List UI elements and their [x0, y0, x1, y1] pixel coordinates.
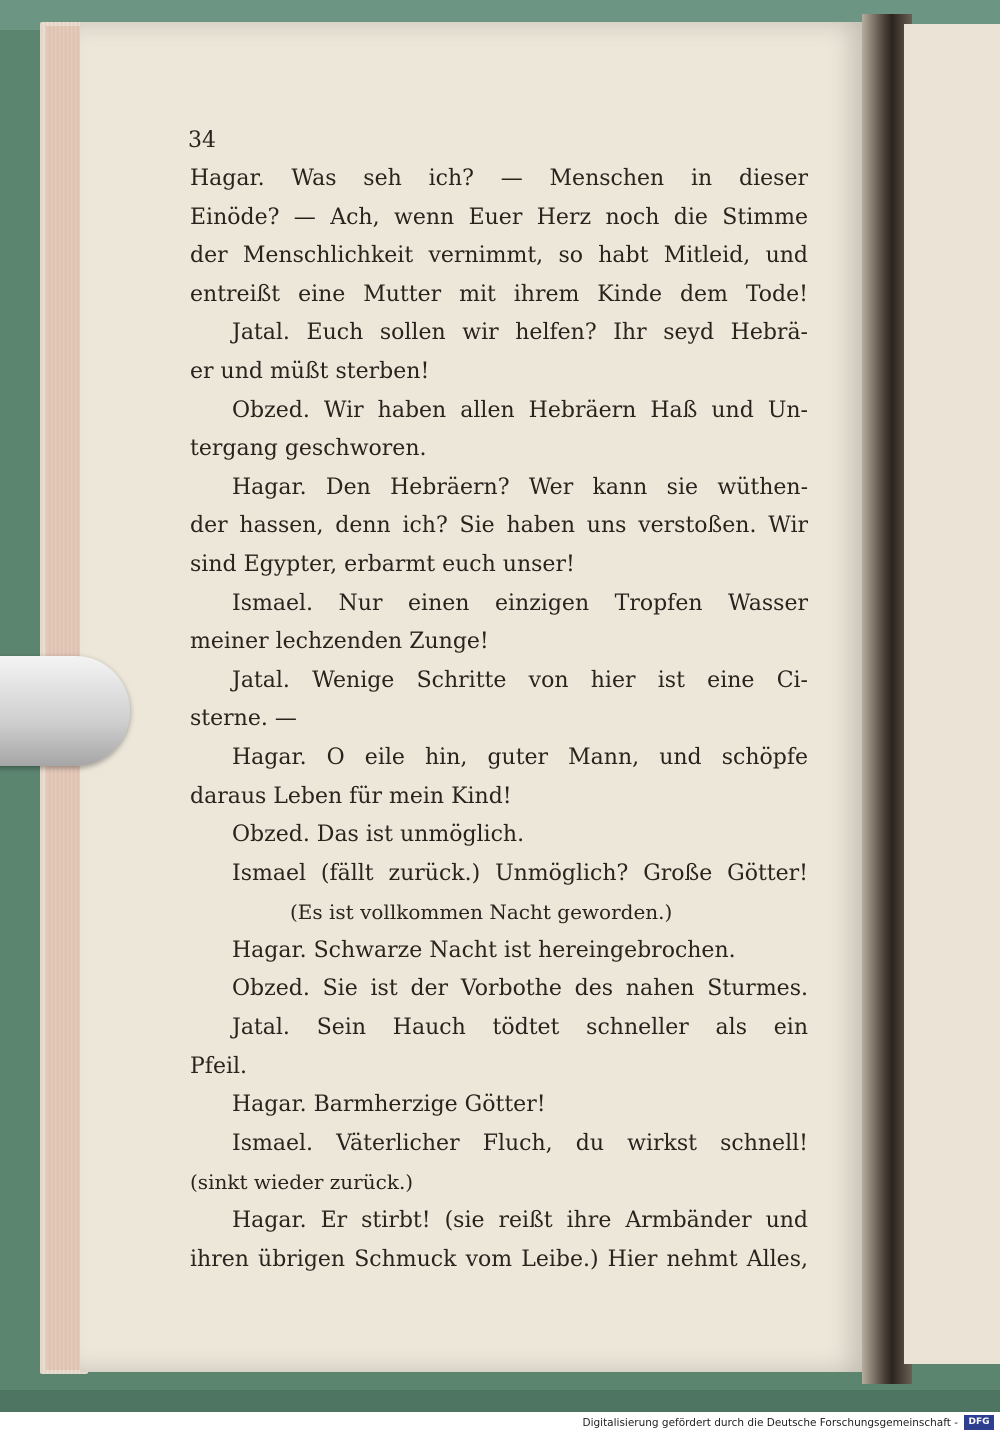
- right-page: [904, 24, 1000, 1364]
- text-line: Pfeil.: [190, 1053, 248, 1079]
- text-line: tergang geschworen.: [190, 436, 427, 462]
- text-line: Jatal. Sein Hauch tödtet schneller als ein: [232, 1015, 808, 1041]
- text-line: Hagar. Schwarze Nacht ist hereingebrochen.: [232, 937, 736, 963]
- text-line: Obzed. Wir haben allen Hebräern Haß und Un-: [232, 397, 808, 423]
- text-line: sind Egypter, erbarmt euch unser!: [190, 551, 575, 577]
- page-text: [190, 160, 808, 1279]
- text-line: daraus Leben für mein Kind!: [190, 783, 512, 809]
- text-line: Ismael. Nur einen einzigen Tropfen Wasser: [232, 590, 808, 616]
- text-line: Hagar. O eile hin, guter Mann, und schöpfe: [232, 744, 808, 770]
- dfg-logo: DFG: [964, 1415, 994, 1430]
- text-line: entreißt eine Mutter mit ihrem Kinde dem Tode!: [190, 281, 808, 307]
- text-line: Obzed. Das ist unmöglich.: [232, 822, 525, 848]
- page-holder-tab: [0, 656, 130, 766]
- text-line: Hagar. Barmherzige Götter!: [232, 1092, 546, 1118]
- stage-direction: (sinkt wieder zurück.): [190, 1170, 414, 1195]
- text-line: der Menschlichkeit vernimmt, so habt Mitleid, und: [190, 243, 808, 269]
- text-line: Hagar. Den Hebräern? Wer kann sie wüthen-: [232, 474, 808, 500]
- text-line: Jatal. Wenige Schritte von hier ist eine Ci-: [232, 667, 808, 693]
- page-number: 34: [188, 128, 216, 153]
- text-line: Ismael (fällt zurück.) Unmöglich? Große Götter!: [232, 860, 808, 886]
- footer-credit: Digitalisierung gefördert durch die Deutsche Forschungsgemeinschaft -: [582, 1417, 958, 1429]
- text-line: Ismael. Väterlicher Fluch, du wirkst schnell!: [232, 1130, 808, 1156]
- scan-background-bottom: [0, 1390, 1000, 1412]
- text-line: ihren übrigen Schmuck vom Leibe.) Hier nehmt Alles,: [190, 1246, 808, 1272]
- text-line: Hagar. Er stirbt! (sie reißt ihre Armbänder und: [232, 1208, 808, 1234]
- text-line: Einöde? — Ach, wenn Euer Herz noch die Stimme: [190, 204, 808, 230]
- text-line: Obzed. Sie ist der Vorbothe des nahen Sturmes.: [232, 976, 808, 1002]
- text-line: Jatal. Euch sollen wir helfen? Ihr seyd Hebrä-: [232, 320, 808, 346]
- text-line: er und müßt sterben!: [190, 358, 430, 384]
- text-line: der hassen, denn ich? Sie haben uns verstoßen. Wir: [190, 513, 808, 539]
- text-line: meiner lechzenden Zunge!: [190, 629, 489, 655]
- text-line: sterne. —: [190, 706, 297, 732]
- stage-direction: (Es ist vollkommen Nacht geworden.): [290, 900, 673, 925]
- text-line: Hagar. Was seh ich? — Menschen in dieser: [190, 166, 808, 191]
